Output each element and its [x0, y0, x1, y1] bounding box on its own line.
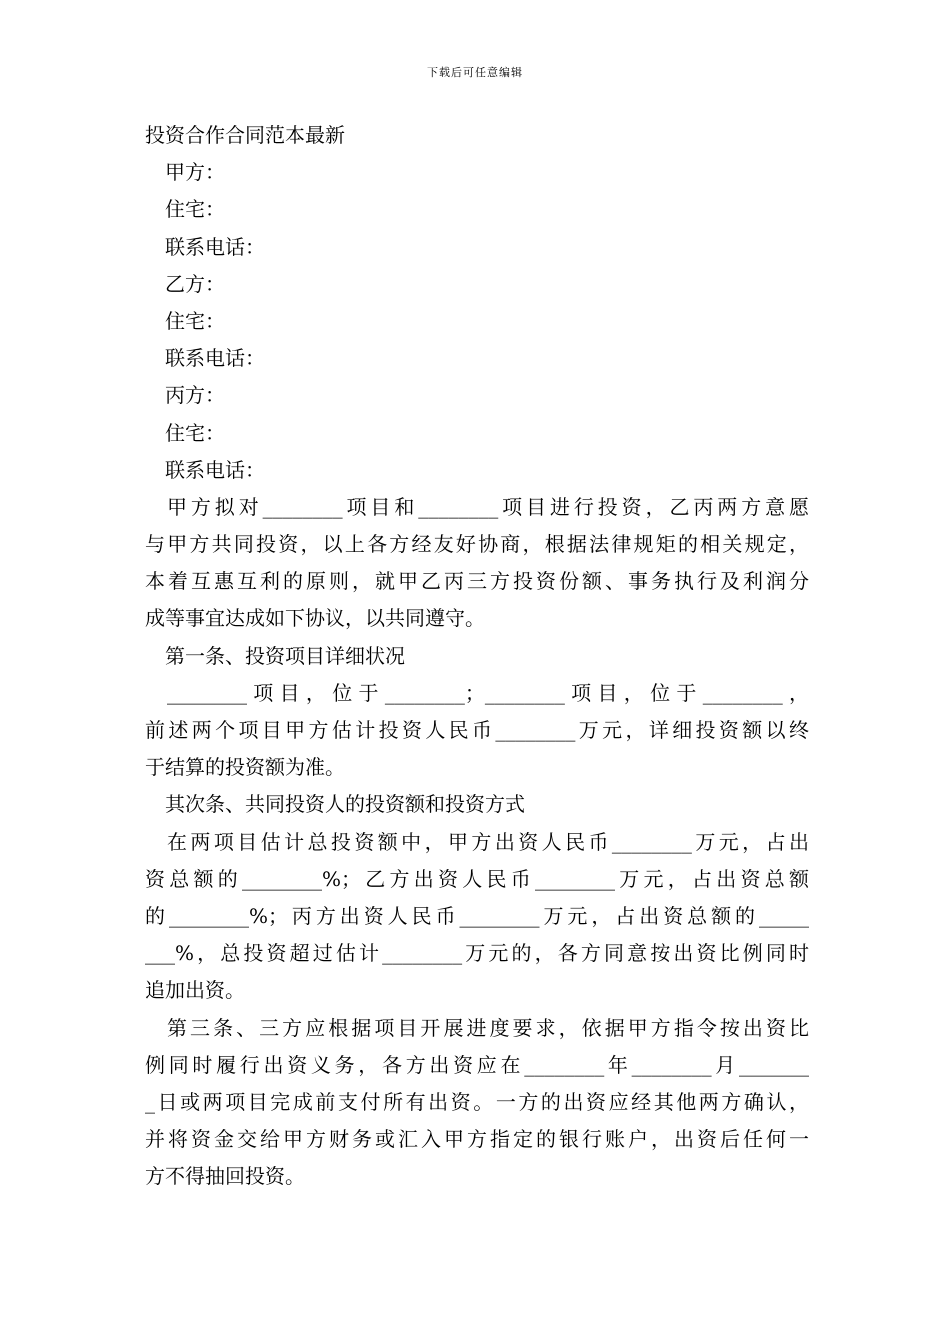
party-b-phone: 联系电话： — [165, 346, 265, 371]
party-b-label: 乙方： — [165, 271, 225, 296]
intro-line: 甲方拟对________项目和________项目进行投资，乙丙两方意愿 — [167, 494, 809, 519]
article-1-heading: 第一条、投资项目详细状况 — [165, 643, 405, 668]
party-b-address: 住宅： — [165, 308, 225, 333]
intro-line: 与甲方共同投资，以上各方经友好协商，根据法律规矩的相关规定， — [145, 532, 809, 557]
party-a-phone: 联系电话： — [165, 234, 265, 259]
article-1-line: ________项目，位于________；________项目，位于________， — [167, 680, 809, 705]
article-2-heading: 其次条、共同投资人的投资额和投资方式 — [165, 792, 525, 817]
article-1-line: 前述两个项目甲方估计投资人民币________万元，详细投资额以终 — [145, 718, 809, 742]
article-3-line: 并将资金交给甲方财务或汇入甲方指定的银行账户，出资后任何一 — [145, 1127, 809, 1152]
article-3-line: 第三条、三方应根据项目开展进度要求，依据甲方指令按出资比 — [167, 1015, 809, 1040]
document-title: 投资合作合同范本最新 — [145, 123, 345, 147]
party-c-label: 丙方： — [165, 383, 225, 408]
party-c-address: 住宅： — [165, 420, 225, 445]
article-2-line: 资总额的________%；乙方出资人民币________万元，占出资总额 — [145, 866, 809, 891]
party-a-address: 住宅： — [165, 197, 225, 222]
party-a-label: 甲方： — [165, 160, 225, 185]
article-3-line: 例同时履行出资义务，各方出资应在________年________月_______ — [145, 1052, 809, 1077]
document-body — [145, 117, 809, 1195]
intro-line: 本着互惠互利的原则，就甲乙丙三方投资份额、事务执行及利润分 — [145, 569, 809, 594]
article-1-line: 于结算的投资额为准。 — [145, 755, 345, 780]
intro-line: 成等事宜达成如下协议，以共同遵守。 — [145, 606, 485, 631]
party-c-phone: 联系电话： — [165, 457, 265, 482]
article-3-line: 方不得抽回投资。 — [145, 1164, 305, 1189]
article-2-line: 在两项目估计总投资额中，甲方出资人民币________万元，占出 — [167, 829, 809, 854]
article-2-line: 追加出资。 — [145, 978, 245, 1003]
article-2-line: 的________%；丙方出资人民币________万元，占出资总额的_____ — [145, 903, 809, 928]
header-note: 下载后可任意编辑 — [427, 66, 523, 79]
article-2-line: ___%，总投资超过估计________万元的，各方同意按出资比例同时 — [145, 941, 809, 966]
article-3-line: _日或两项目完成前支付所有出资。一方的出资应经其他两方确认， — [145, 1089, 809, 1114]
